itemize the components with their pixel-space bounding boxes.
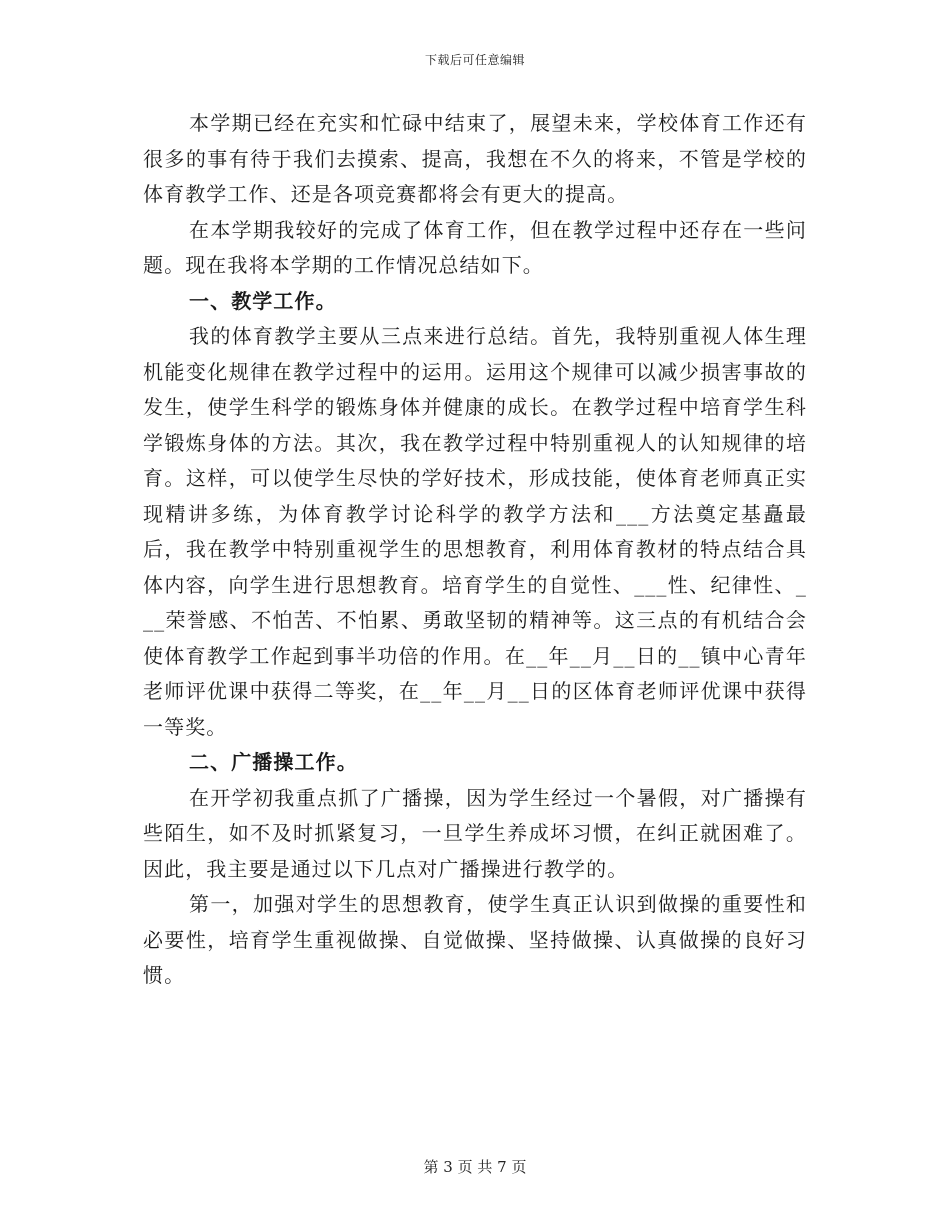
paragraph-intro: 本学期已经在充实和忙碌中结束了，展望未来，学校体育工作还有很多的事有待于我们去摸索、提高，我想在不久的将来，不管是学校的体育教学工作、还是各项竞赛都将会有更大的提高。 — [143, 111, 807, 206]
section-heading-broadcast-exercise: 二、广播操工作。 — [189, 750, 358, 774]
paragraph-broadcast-exercise: 在开学初我重点抓了广播操，因为学生经过一个暑假，对广播操有些陌生，如不及时抓紧复习，一旦学生养成坏习惯，在纠正就困难了。因此，我主要是通过以下几点对广播操进行教学的。 — [143, 785, 807, 881]
section-heading-teaching: 一、教学工作。 — [189, 288, 337, 313]
paragraph-teaching: 我的体育教学主要从三点来进行总结。首先，我特别重视人体生理机能变化规律在教学过程中的运用。运用这个规律可以减少损害事故的发生，使学生科学的锻炼身体并健康的成长。在教学过程中培育学生科学锻炼身体的方法。其次，我在教学过程中特别重视人的认知规律的培育。这样，可以使学生尽快的学好技术，形成技能，使体育老师真正实现精讲多练，为体育教学讨论科学的教学方法和___方法奠定基矗最后，我在教学中特别重视学生的思想教育，利用体育教材的特点结合具体内容，向学生进行思想教育。培育学生的自觉性、___性、纪律性、___荣誉感、不怕苦、不怕累、勇敢坚韧的精神等。这三点的有机结合会使体育教学工作起到事半功倍的作用。在__年__月__日的__镇中心青年老师评优课中获得二等奖，在__年__月__日的区体育老师评优课中获得一等奖。 — [143, 324, 807, 739]
page-number-footer: 第 3 页 共 7 页 — [423, 1158, 527, 1176]
document-body — [143, 106, 807, 994]
page-header-watermark: 下载后可任意编辑 — [424, 53, 525, 67]
paragraph-first-point: 第一，加强对学生的思想教育，使学生真正认识到做操的重要性和必要性，培育学生重视做操、自觉做操、坚持做操、认真做操的良好习惯。 — [143, 892, 807, 987]
paragraph-summary-lead: 在本学期我较好的完成了体育工作，但在教学过程中还存在一些问题。现在我将本学期的工作情况总结如下。 — [143, 217, 807, 277]
